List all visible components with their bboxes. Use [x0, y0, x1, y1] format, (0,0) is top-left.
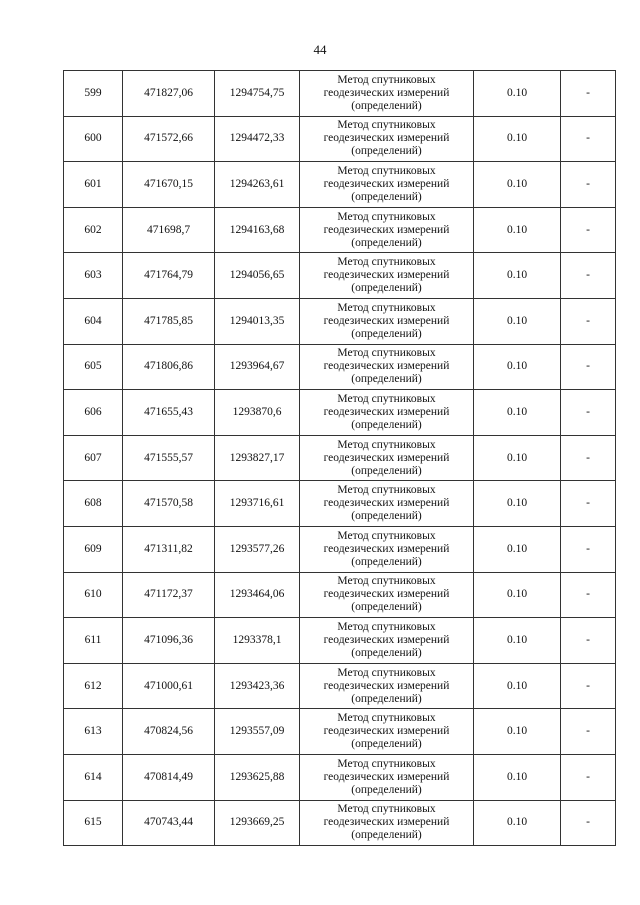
method-line-1: Метод спутниковых — [337, 301, 436, 314]
method-line-3: (определений) — [351, 646, 422, 659]
y-coordinate-cell: 1293464,06 — [215, 572, 300, 618]
method-line-2: геодезических измерений — [323, 497, 450, 510]
extra-cell: - — [561, 344, 616, 390]
table-row — [64, 298, 616, 344]
table-row — [64, 481, 616, 527]
method-line-2: геодезических измерений — [323, 542, 450, 555]
extra-cell: - — [561, 800, 616, 846]
extra-cell: - — [561, 253, 616, 299]
accuracy-cell: 0.10 — [474, 207, 561, 253]
method-line-1: Метод спутниковых — [337, 620, 436, 633]
y-coordinate-cell: 1293870,6 — [215, 390, 300, 436]
extra-cell: - — [561, 298, 616, 344]
extra-cell: - — [561, 754, 616, 800]
method-line-2: геодезических измерений — [323, 132, 450, 145]
method-cell — [300, 116, 474, 162]
method-line-3: (определений) — [351, 601, 422, 614]
method-line-1: Метод спутниковых — [337, 164, 436, 177]
extra-cell: - — [561, 162, 616, 208]
method-line-3: (определений) — [351, 190, 422, 203]
method-line-3: (определений) — [351, 418, 422, 431]
method-line-3: (определений) — [351, 692, 422, 705]
point-number-cell: 614 — [64, 754, 123, 800]
y-coordinate-cell: 1293577,26 — [215, 526, 300, 572]
extra-cell: - — [561, 71, 616, 117]
y-coordinate-cell: 1294013,35 — [215, 298, 300, 344]
accuracy-cell: 0.10 — [474, 344, 561, 390]
point-number-cell: 608 — [64, 481, 123, 527]
y-coordinate-cell: 1293964,67 — [215, 344, 300, 390]
method-line-1: Метод спутниковых — [337, 666, 436, 679]
accuracy-cell: 0.10 — [474, 754, 561, 800]
method-line-1: Метод спутниковых — [337, 484, 436, 497]
extra-cell: - — [561, 663, 616, 709]
method-line-1: Метод спутниковых — [337, 392, 436, 405]
x-coordinate-cell: 471096,36 — [123, 618, 215, 664]
method-line-2: геодезических измерений — [323, 451, 450, 464]
accuracy-cell: 0.10 — [474, 253, 561, 299]
method-line-1: Метод спутниковых — [337, 575, 436, 588]
y-coordinate-cell: 1293423,36 — [215, 663, 300, 709]
method-cell — [300, 207, 474, 253]
x-coordinate-cell: 471827,06 — [123, 71, 215, 117]
x-coordinate-cell: 471785,85 — [123, 298, 215, 344]
table-row — [64, 390, 616, 436]
table-row — [64, 344, 616, 390]
method-line-2: геодезических измерений — [323, 360, 450, 373]
table-row — [64, 162, 616, 208]
point-number-cell: 612 — [64, 663, 123, 709]
extra-cell: - — [561, 618, 616, 664]
accuracy-cell: 0.10 — [474, 800, 561, 846]
accuracy-cell: 0.10 — [474, 526, 561, 572]
x-coordinate-cell: 470824,56 — [123, 709, 215, 755]
accuracy-cell: 0.10 — [474, 709, 561, 755]
method-line-1: Метод спутниковых — [337, 256, 436, 269]
method-line-1: Метод спутниковых — [337, 119, 436, 132]
page-number: 44 — [313, 42, 327, 57]
x-coordinate-cell: 471670,15 — [123, 162, 215, 208]
point-number-cell: 606 — [64, 390, 123, 436]
x-coordinate-cell: 471572,66 — [123, 116, 215, 162]
x-coordinate-cell: 471311,82 — [123, 526, 215, 572]
method-line-2: геодезических измерений — [323, 177, 450, 190]
method-line-3: (определений) — [351, 145, 422, 158]
x-coordinate-cell: 471655,43 — [123, 390, 215, 436]
method-line-2: геодезических измерений — [323, 314, 450, 327]
accuracy-cell: 0.10 — [474, 572, 561, 618]
method-cell — [300, 526, 474, 572]
x-coordinate-cell: 470814,49 — [123, 754, 215, 800]
point-number-cell: 602 — [64, 207, 123, 253]
method-cell — [300, 390, 474, 436]
table-row — [64, 800, 616, 846]
point-number-cell: 605 — [64, 344, 123, 390]
point-number-cell: 600 — [64, 116, 123, 162]
x-coordinate-cell: 470743,44 — [123, 800, 215, 846]
method-line-1: Метод спутниковых — [337, 712, 436, 725]
y-coordinate-cell: 1293716,61 — [215, 481, 300, 527]
method-line-2: геодезических измерений — [323, 770, 450, 783]
method-cell — [300, 618, 474, 664]
point-number-cell: 599 — [64, 71, 123, 117]
method-line-2: геодезических измерений — [323, 679, 450, 692]
x-coordinate-cell: 471570,58 — [123, 481, 215, 527]
table-row — [64, 618, 616, 664]
accuracy-cell: 0.10 — [474, 71, 561, 117]
method-line-2: геодезических измерений — [323, 269, 450, 282]
accuracy-cell: 0.10 — [474, 162, 561, 208]
method-cell — [300, 435, 474, 481]
method-line-2: геодезических измерений — [323, 223, 450, 236]
point-number-cell: 610 — [64, 572, 123, 618]
method-line-1: Метод спутниковых — [337, 757, 436, 770]
extra-cell: - — [561, 526, 616, 572]
method-cell — [300, 71, 474, 117]
method-line-1: Метод спутниковых — [337, 803, 436, 816]
method-line-1: Метод спутниковых — [337, 529, 436, 542]
y-coordinate-cell: 1293625,88 — [215, 754, 300, 800]
point-number-cell: 601 — [64, 162, 123, 208]
y-coordinate-cell: 1294472,33 — [215, 116, 300, 162]
x-coordinate-cell: 471764,79 — [123, 253, 215, 299]
method-line-2: геодезических измерений — [323, 405, 450, 418]
table-row — [64, 663, 616, 709]
x-coordinate-cell: 471806,86 — [123, 344, 215, 390]
method-line-1: Метод спутниковых — [337, 347, 436, 360]
table-row — [64, 526, 616, 572]
accuracy-cell: 0.10 — [474, 390, 561, 436]
table-row — [64, 207, 616, 253]
method-line-2: геодезических измерений — [323, 588, 450, 601]
method-line-3: (определений) — [351, 327, 422, 340]
method-line-1: Метод спутниковых — [337, 210, 436, 223]
extra-cell: - — [561, 207, 616, 253]
table-row — [64, 253, 616, 299]
method-line-3: (определений) — [351, 373, 422, 386]
method-cell — [300, 754, 474, 800]
method-cell — [300, 572, 474, 618]
y-coordinate-cell: 1293827,17 — [215, 435, 300, 481]
method-line-3: (определений) — [351, 99, 422, 112]
y-coordinate-cell: 1293378,1 — [215, 618, 300, 664]
method-line-3: (определений) — [351, 783, 422, 796]
method-cell — [300, 481, 474, 527]
y-coordinate-cell: 1293557,09 — [215, 709, 300, 755]
y-coordinate-cell: 1294754,75 — [215, 71, 300, 117]
method-line-2: геодезических измерений — [323, 816, 450, 829]
y-coordinate-cell: 1293669,25 — [215, 800, 300, 846]
extra-cell: - — [561, 116, 616, 162]
method-line-3: (определений) — [351, 829, 422, 842]
extra-cell: - — [561, 390, 616, 436]
method-cell — [300, 298, 474, 344]
method-line-3: (определений) — [351, 282, 422, 295]
method-line-3: (определений) — [351, 738, 422, 751]
point-number-cell: 613 — [64, 709, 123, 755]
method-line-1: Метод спутниковых — [337, 73, 436, 86]
accuracy-cell: 0.10 — [474, 298, 561, 344]
point-number-cell: 603 — [64, 253, 123, 299]
method-line-3: (определений) — [351, 236, 422, 249]
method-line-2: геодезических измерений — [323, 725, 450, 738]
method-cell — [300, 162, 474, 208]
method-cell — [300, 663, 474, 709]
accuracy-cell: 0.10 — [474, 663, 561, 709]
x-coordinate-cell: 471172,37 — [123, 572, 215, 618]
method-cell — [300, 344, 474, 390]
y-coordinate-cell: 1294056,65 — [215, 253, 300, 299]
method-line-3: (определений) — [351, 510, 422, 523]
x-coordinate-cell: 471000,61 — [123, 663, 215, 709]
y-coordinate-cell: 1294263,61 — [215, 162, 300, 208]
table-row — [64, 435, 616, 481]
method-cell — [300, 800, 474, 846]
extra-cell: - — [561, 435, 616, 481]
x-coordinate-cell: 471698,7 — [123, 207, 215, 253]
method-line-1: Метод спутниковых — [337, 438, 436, 451]
y-coordinate-cell: 1294163,68 — [215, 207, 300, 253]
method-line-3: (определений) — [351, 555, 422, 568]
table-row — [64, 709, 616, 755]
extra-cell: - — [561, 572, 616, 618]
point-number-cell: 611 — [64, 618, 123, 664]
accuracy-cell: 0.10 — [474, 116, 561, 162]
x-coordinate-cell: 471555,57 — [123, 435, 215, 481]
accuracy-cell: 0.10 — [474, 481, 561, 527]
table-row — [64, 572, 616, 618]
table-row — [64, 71, 616, 117]
table-row — [64, 116, 616, 162]
point-number-cell: 615 — [64, 800, 123, 846]
accuracy-cell: 0.10 — [474, 618, 561, 664]
method-cell — [300, 253, 474, 299]
accuracy-cell: 0.10 — [474, 435, 561, 481]
point-number-cell: 604 — [64, 298, 123, 344]
coordinates-table-body — [64, 71, 616, 846]
method-line-2: геодезических измерений — [323, 86, 450, 99]
coordinates-table — [63, 70, 616, 846]
point-number-cell: 607 — [64, 435, 123, 481]
point-number-cell: 609 — [64, 526, 123, 572]
method-line-3: (определений) — [351, 464, 422, 477]
extra-cell: - — [561, 481, 616, 527]
extra-cell: - — [561, 709, 616, 755]
method-cell — [300, 709, 474, 755]
method-line-2: геодезических измерений — [323, 633, 450, 646]
table-row — [64, 754, 616, 800]
